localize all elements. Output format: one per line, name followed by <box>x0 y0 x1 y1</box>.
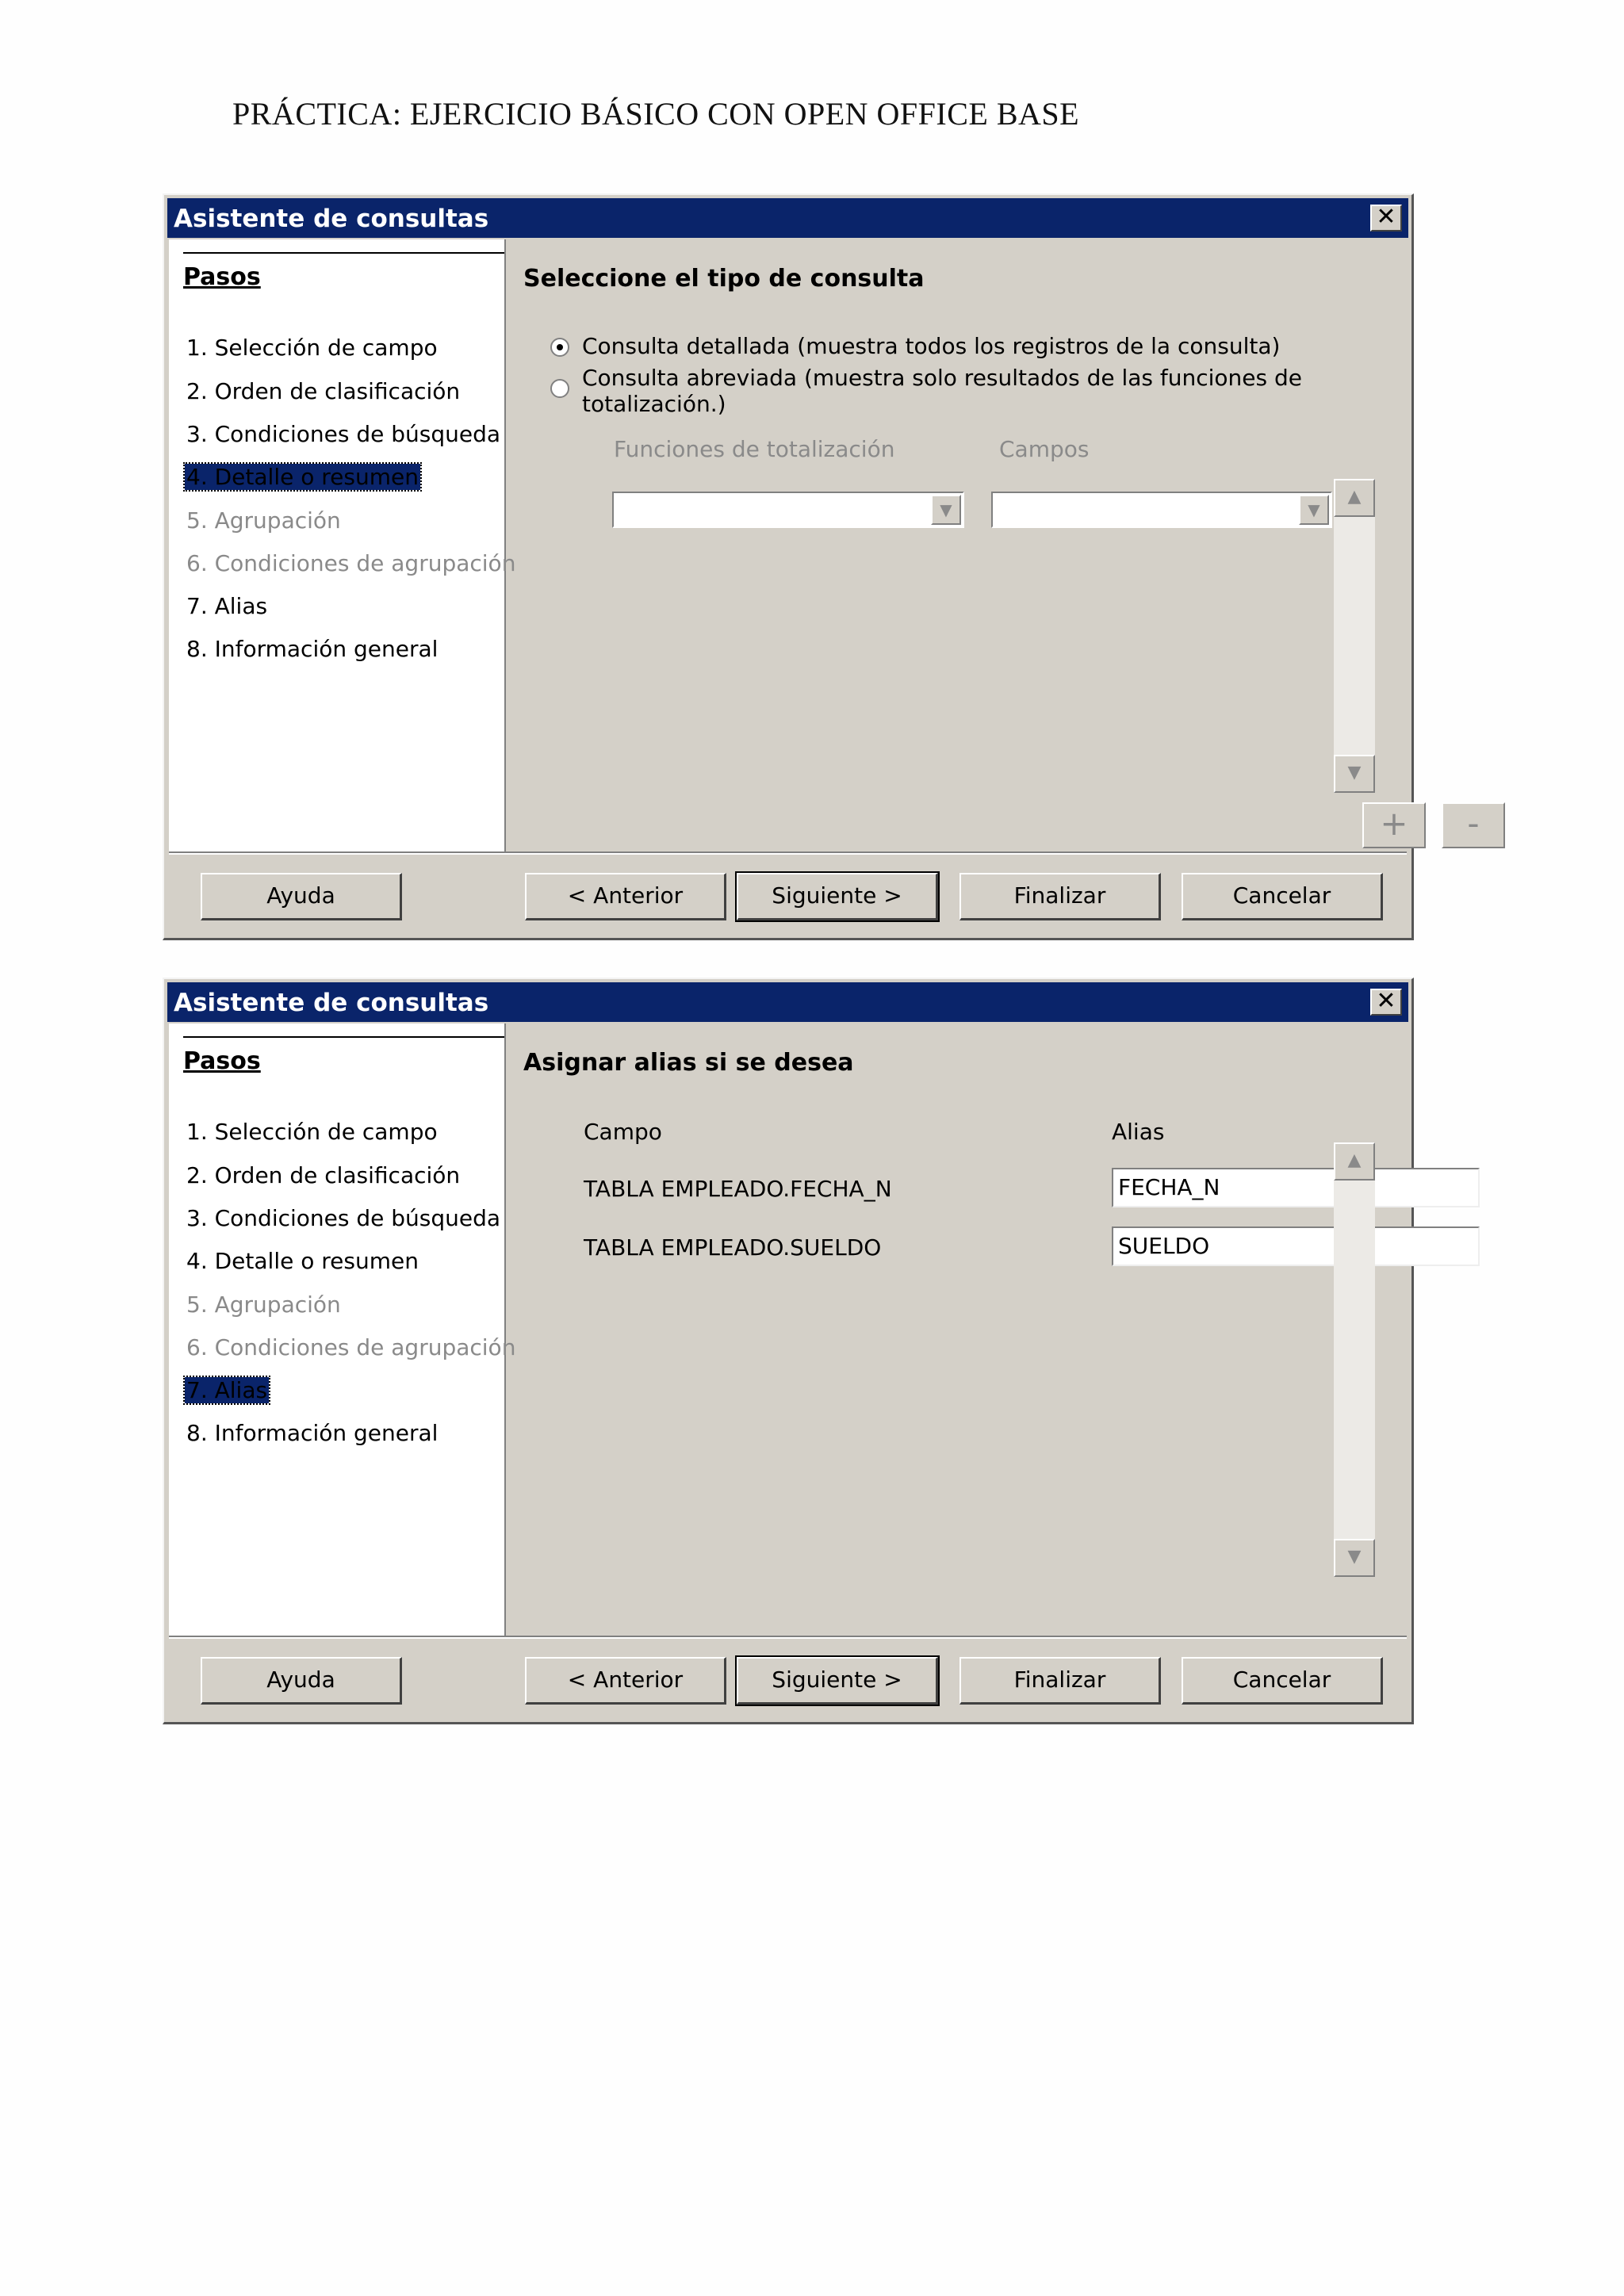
radio-summary-label: Consulta abreviada (muestra solo resultados de las funciones de <box>582 365 1303 391</box>
step-search-conditions[interactable]: 3. Condiciones de búsqueda <box>186 1205 501 1231</box>
next-button[interactable]: Siguiente > <box>737 873 938 920</box>
close-button[interactable]: ✕ <box>1370 989 1402 1016</box>
step-grouping: 5. Agrupación <box>186 1292 341 1318</box>
title-bar[interactable] <box>167 982 1408 1022</box>
back-button[interactable]: < Anterior <box>525 1657 726 1705</box>
step-alias[interactable]: 7. Alias <box>186 1377 268 1403</box>
section-title: Asignar alias si se desea <box>523 1049 854 1077</box>
step-grouping-conditions: 6. Condiciones de agrupación <box>186 1334 516 1360</box>
finish-button[interactable]: Finalizar <box>959 1657 1161 1705</box>
title-bar[interactable] <box>167 198 1408 238</box>
step-detail-summary[interactable]: 4. Detalle o resumen <box>186 1248 419 1274</box>
radio-button-checked[interactable] <box>550 338 569 357</box>
step-search-conditions[interactable]: 3. Condiciones de búsqueda <box>186 421 501 447</box>
steps-header: Pasos <box>183 263 261 291</box>
alias-row-field: TABLA EMPLEADO.SUELDO <box>584 1234 882 1261</box>
alias-column-header: Alias <box>1112 1119 1165 1145</box>
fields-combo[interactable] <box>991 492 1332 528</box>
alias-input[interactable]: FECHA_N <box>1112 1168 1480 1207</box>
footer-divider <box>169 1636 1407 1639</box>
step-field-selection[interactable]: 1. Selección de campo <box>186 1119 438 1145</box>
add-button[interactable]: + <box>1362 802 1426 848</box>
scroll-up-icon[interactable]: ▲ <box>1334 1142 1375 1181</box>
dialog-title: Asistente de consultas <box>174 205 489 233</box>
alias-row-field: TABLA EMPLEADO.FECHA_N <box>584 1176 892 1202</box>
finish-button[interactable]: Finalizar <box>959 873 1161 920</box>
steps-header: Pasos <box>183 1047 261 1075</box>
content-panel <box>506 1024 1407 1636</box>
step-alias[interactable]: 7. Alias <box>186 593 268 619</box>
steps-divider <box>183 252 504 254</box>
functions-label: Funciones de totalización <box>614 436 895 462</box>
scroll-up-icon[interactable]: ▲ <box>1334 479 1375 517</box>
dialog-title: Asistente de consultas <box>174 989 489 1017</box>
steps-panel <box>169 1024 516 1636</box>
fields-label: Campos <box>999 436 1090 462</box>
step-sort-order[interactable]: 2. Orden de clasificación <box>186 1162 461 1188</box>
document-heading: PRÁCTICA: EJERCICIO BÁSICO CON OPEN OFFICE BASE <box>232 96 1080 132</box>
chevron-down-icon[interactable]: ▼ <box>931 495 961 525</box>
footer-divider <box>169 851 1407 855</box>
step-detail-summary[interactable]: 4. Detalle o resumen <box>186 464 419 490</box>
chevron-down-icon[interactable]: ▼ <box>1299 495 1329 525</box>
cancel-button[interactable]: Cancelar <box>1182 1657 1383 1705</box>
query-wizard-dialog-alias <box>163 978 1414 1724</box>
scroll-down-icon[interactable]: ▼ <box>1334 1539 1375 1577</box>
step-sort-order[interactable]: 2. Orden de clasificación <box>186 378 461 404</box>
step-grouping-conditions: 6. Condiciones de agrupación <box>186 550 516 576</box>
cancel-button[interactable]: Cancelar <box>1182 873 1383 920</box>
close-button[interactable]: ✕ <box>1370 205 1402 232</box>
scroll-down-icon[interactable]: ▼ <box>1334 755 1375 793</box>
scrollbar[interactable] <box>1334 1142 1375 1577</box>
step-grouping: 5. Agrupación <box>186 507 341 534</box>
content-panel <box>506 239 1480 851</box>
step-field-selection[interactable]: 1. Selección de campo <box>186 335 438 361</box>
scrollbar[interactable] <box>1334 479 1375 793</box>
remove-button[interactable]: - <box>1442 802 1505 848</box>
help-button[interactable]: Ayuda <box>201 1657 402 1705</box>
alias-input[interactable]: SUELDO <box>1112 1226 1480 1266</box>
field-column-header: Campo <box>584 1119 662 1145</box>
steps-divider <box>183 1036 504 1038</box>
help-button[interactable]: Ayuda <box>201 873 402 920</box>
radio-detailed-label: Consulta detallada (muestra todos los registros de la consulta) <box>582 333 1281 359</box>
section-title: Seleccione el tipo de consulta <box>523 265 925 293</box>
radio-button-unchecked[interactable] <box>550 379 569 398</box>
query-wizard-dialog-type <box>163 193 1480 940</box>
step-overview[interactable]: 8. Información general <box>186 636 439 662</box>
step-overview[interactable]: 8. Información general <box>186 1420 439 1446</box>
next-button[interactable]: Siguiente > <box>737 1657 938 1705</box>
radio-summary-label-cont: totalización.) <box>582 391 726 417</box>
functions-combo[interactable] <box>612 492 964 528</box>
steps-panel <box>169 239 516 851</box>
back-button[interactable]: < Anterior <box>525 873 726 920</box>
